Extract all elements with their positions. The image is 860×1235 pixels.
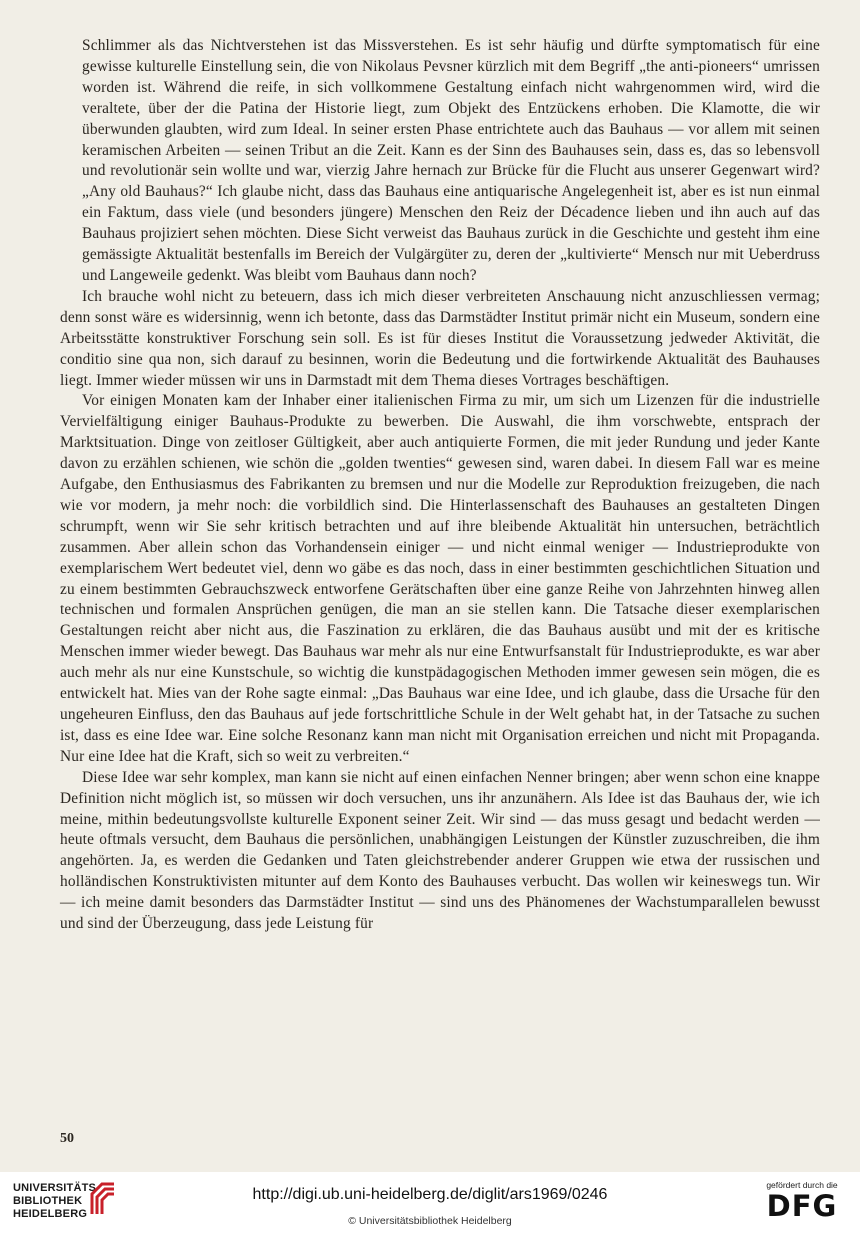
library-name-line-3: HEIDELBERG [13, 1208, 88, 1220]
dfg-logo[interactable] [757, 1180, 847, 1221]
copyright-notice: © Universitätsbibliothek Heidelberg [348, 1215, 512, 1227]
library-name-line-1: UNIVERSITÄTS- [13, 1182, 100, 1194]
library-name-line-2: BIBLIOTHEK [13, 1195, 83, 1207]
footer-bar [0, 1172, 860, 1235]
paragraph-2: Ich brauche wohl nicht zu beteuern, dass ich mich dieser verbreiteten Anschauung nicht anzuschliessen vermag; denn sonst wäre es widersinnig, wenn ich betonte, dass das Darmstädter Institut primär nicht ein Museum, sondern eine Arbeitsstätte konstruktiver Forschung sein soll. Es ist für dieses Institut die Voraussetzung jedweder Aktivität, die conditio sine qua non, sich darauf zu besinnen, worin die Bedeutung und die fortwirkende Aktualität des Bauhauses liegt. Immer wieder müssen wir uns in Darmstadt mit dem Thema dieses Vortrages beschäftigen. [60, 287, 820, 389]
paragraph-1: Schlimmer als das Nichtverstehen ist das Missverstehen. Es ist sehr häufig und dürfte symptomatisch für eine gewisse kulturelle Einstellung sein, die von Nikolaus Pevsner kürzlich mit dem Begriff „the anti-pioneers“ umrissen worden ist. Während die reife, in sich vollkommene Gestaltung einfach nicht wahrgenommen wird, wird die veraltete, über der die Patina der Historie liegt, zum Objekt des Entzückens erhoben. Die Klamotte, die wir überwunden glaubten, wird zum Ideal. In seiner ersten Phase entrichtete auch das Bauhaus — vor allem mit seinen keramischen Arbeiten — seinen Tribut an die Zeit. Kann es der Sinn des Bauhauses sein, dass es, das so lebensvoll und revolutionär sein wollte und war, vierzig Jahre hernach zur Brücke für die Flucht aus unserer Gegenwart wird? „Any old Bauhaus?“ Ich glaube nicht, dass das Bauhaus eine antiquarische Angelegenheit ist, aber es ist nun einmal ein Faktum, dass viele (und besonders jüngere) Menschen den Reiz der Décadence lieben und ihn auch auf das Bauhaus projiziert sehen möchten. Diese Sicht verweist das Bauhaus zurück in die Geschichte und gesteht ihm eine gemässigte Aktualität bestenfalls im Bereich der Vulgärgüter zu, deren der „kultivierte“ Mensch nur mit Ueberdruss und Langeweile gedenkt. Was bleibt vom Bauhaus dann noch? [82, 37, 820, 284]
article-body [60, 36, 820, 935]
paragraph-3: Vor einigen Monaten kam der Inhaber einer italienischen Firma zu mir, um sich um Lizenzen für die industrielle Vervielfältigung einiger Bauhaus-Produkte zu bewerben. Die Auswahl, die ihm vorschwebte, entsprach der Marktsituation. Dinge von zeitloser Gültigkeit, aber auch antiquierte Formen, die mit jeder Rundung und jeder Kante davon zu erzählen schienen, wie schön die „golden twenties“ gewesen sind, waren dabei. In diesem Fall war es meine Aufgabe, den Enthusiasmus des Fabrikanten zu bremsen und nur die Modelle zur Reproduktion freizugeben, die nach wie vor modern, ja mehr noch: die vorbildlich sind. Die Hinterlassenschaft des Bauhauses an gestalteten Dingen schrumpft, wenn wir Sie sehr kritisch betrachten und auf ihre bleibende Aktualität hin untersuchen, beträchtlich zusammen. Aber allein schon das Vorhandensein einiger — und nicht einmal weniger — Industrieprodukte von exemplarischem Wert bedeutet viel, denn wo gäbe es das noch, dass in einer bestimmten geschichtlichen Situation und zu einem bestimmten Gebrauchszweck entworfene Gerätschaften über eine ganze Reihe von Jahrzehnten hinweg allen technischen und formalen Ansprüchen genügen, die man an sie stellen kann. Die Tatsache dieser exemplarischen Gestaltungen reicht aber nicht aus, die Faszination zu erklären, die das Bauhaus ausübt und mit der es kritische Menschen immer wieder bewegt. Das Bauhaus war mehr als nur eine Entwurfsanstalt für Industrieprodukte, es war aber auch mehr als nur eine Kunstschule, so wichtig die kunstpädagogischen Methoden immer gewesen sein mögen, die es entwickelt hat. Mies van der Rohe sagte einmal: „Das Bauhaus war eine Idee, und ich glaube, dass die Ursache für den ungeheuren Einfluss, den das Bauhaus auf jede fortschrittliche Schule in der Welt gehabt hat, in der Tatsache zu suchen ist, dass es eine Idee war. Eine solche Resonanz kann man nicht mit Organisation erreichen und nicht mit Propaganda. Nur eine Idee hat die Kraft, sich so weit zu verbreiten.“ [60, 392, 820, 765]
sponsor-caption: gefördert durch die [766, 1180, 838, 1190]
permalink-url[interactable]: http://digi.ub.uni-heidelberg.de/diglit/ars1969/0246 [252, 1186, 608, 1203]
page-number: 50 [60, 1131, 74, 1146]
paragraph-4: Diese Idee war sehr komplex, man kann sie nicht auf einen einfachen Nenner bringen; aber wenn schon eine knappe Definition nicht möglich ist, so müssen wir doch versuchen, uns ihr anzunähern. Als Idee ist das Bauhaus der, wie ich meine, mithin bedeutungsvollste kulturelle Exponent seiner Zeit. Wir sind — das muss gesagt und bedacht werden — heute oftmals versucht, dem Bauhaus die persönlichen, unabhängigen Leistungen der Künstler zuzuschreiben, die ihm angehörten. Ja, es werden die Gedanken und Taten gleichstrebender anderer Gruppen wie etwa der russischen und holländischen Konstruktivisten mitunter auf dem Konto des Bauhauses verbucht. Das wollen wir keineswegs tun. Wir — ich meine damit besonders das Darmstädter Institut — sind uns des Phänomenes der Wachstumparallelen bewusst und sind der Überzeugung, dass jede Leistung für [60, 768, 820, 933]
dfg-logo-text: DFG [766, 1189, 838, 1223]
